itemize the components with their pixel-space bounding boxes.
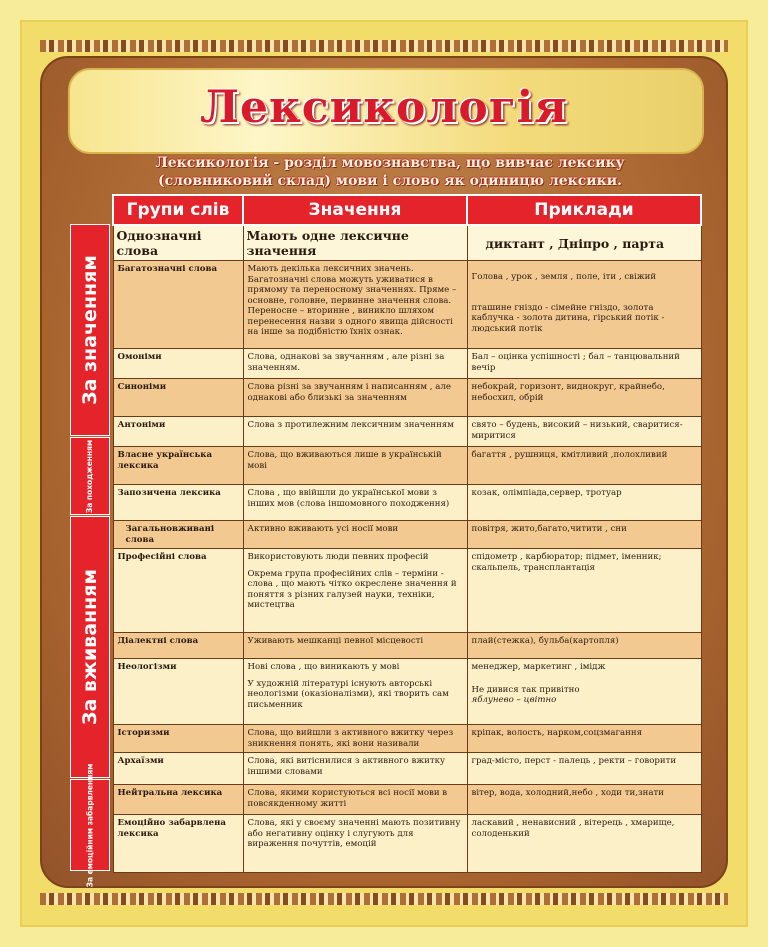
meaning-cell: Слова, однакові за звучанням , але різні за значенням. <box>243 349 467 379</box>
ornament-border-top <box>40 40 728 52</box>
lexicology-table <box>112 194 702 873</box>
table-row <box>113 485 701 521</box>
group-cell: Власне українська лексика <box>113 447 243 485</box>
examples-cell: плай(стежка), бульба(картопля) <box>467 633 701 659</box>
examples-cell: небокрай, горизонт, виднокруг, крайнебо, небосхил, обрій <box>467 379 701 417</box>
meaning-cell: Слова різні за звучанням і написанням , але однакові або близькі за значенням <box>243 379 467 417</box>
side-label-meaning: За значенням <box>70 224 110 436</box>
meaning-cell: Уживають мешканці певної місцевості <box>243 633 467 659</box>
header-examples: Приклади <box>467 195 701 225</box>
table-row <box>113 447 701 485</box>
table-row <box>113 725 701 753</box>
group-cell: Однозначні слова <box>113 225 243 261</box>
group-cell: Неологізми <box>113 659 243 725</box>
group-cell: Синоніми <box>113 379 243 417</box>
examples-cell: ласкавий , ненависний , вітерець , хмарище, солоденький <box>467 815 701 873</box>
table-row <box>113 633 701 659</box>
group-cell: Запозичена лексика <box>113 485 243 521</box>
examples-cell: кріпак, волость, нарком,соцзмагання <box>467 725 701 753</box>
ornament-border-bottom <box>40 893 728 905</box>
examples-cell: менеджер, маркетинг , імідж Не дивися так привітно яблунево – цвітно <box>467 659 701 725</box>
examples-cell: Голова , урок , земля , поле, іти , свіжий пташине гніздо - сімейне гніздо, золота каблучка - золота дитина, гірський потік - людський потік <box>467 261 701 349</box>
group-cell: Історизми <box>113 725 243 753</box>
meaning-cell: Нові слова , що виникають у мові У художній літературі існують авторські неологізми (оказіоналізми), які творить сам письменник <box>243 659 467 725</box>
side-label-origin: За походженням <box>70 437 110 515</box>
examples-cell: повітря, жито,багато,читити , сни <box>467 521 701 549</box>
side-label-emotional: За емоційним забарвленням <box>70 779 110 871</box>
group-cell: Багатозначні слова <box>113 261 243 349</box>
table-row <box>113 379 701 417</box>
table-row <box>113 417 701 447</box>
header-groups: Групи слів <box>113 195 243 225</box>
table-row <box>113 225 701 261</box>
examples-cell: спідометр , карбюратор; підмет, іменник; скальпель, трансплантація <box>467 549 701 633</box>
side-label-usage: За вживанням <box>70 516 110 778</box>
table-row <box>113 521 701 549</box>
table-row <box>113 261 701 349</box>
table-row <box>113 349 701 379</box>
meaning-cell: Слова, якими користуються всі носії мови в повсякденному житті <box>243 785 467 815</box>
table-row <box>113 549 701 633</box>
meaning-cell: Слова, які витіснилися з активного вжитку іншими словами <box>243 753 467 785</box>
table-row <box>113 815 701 873</box>
group-cell: Емоційно забарвлена лексика <box>113 815 243 873</box>
examples-cell: багаття , рушниця, кмітливий ,полохливий <box>467 447 701 485</box>
meaning-cell: Активно вживають усі носії мови <box>243 521 467 549</box>
examples-cell: диктант , Дніпро , парта <box>467 225 701 261</box>
table-row <box>113 753 701 785</box>
header-meaning: Значення <box>243 195 467 225</box>
group-cell: Омоніми <box>113 349 243 379</box>
examples-cell: вітер, вода, холодний,небо , ходи ти,знати <box>467 785 701 815</box>
group-cell: Нейтральна лексика <box>113 785 243 815</box>
meaning-cell: Слова з протилежним лексичним значенням <box>243 417 467 447</box>
group-cell: Антоніми <box>113 417 243 447</box>
meaning-cell: Слова, що вживаються лише в українській мові <box>243 447 467 485</box>
group-cell: Архаїзми <box>113 753 243 785</box>
examples-cell: свято – будень, високий – низький, сваритися- миритися <box>467 417 701 447</box>
meaning-cell: Використовують люди певних професій Окрема група професійних слів – терміни - слова , що мають чітко окреслене значення й поняття з різних галузей науки, техніки, мистецтва <box>243 549 467 633</box>
meaning-cell: Мають одне лексичне значення <box>243 225 467 261</box>
group-cell: Діалектні слова <box>113 633 243 659</box>
examples-cell: козак, олімпіада,сервер, тротуар <box>467 485 701 521</box>
meaning-cell: Слова, що вийшли з активного вжитку через зникнення понять, які вони називали <box>243 725 467 753</box>
definition-text: Лексикологія - розділ мовознавства, що вивчає лексику (словниковий склад) мови і слово як одиницю лексики. <box>155 155 625 189</box>
meaning-cell: Слова , що ввійшли до української мови з інших мов (слова іншомовного походження) <box>243 485 467 521</box>
group-cell: Професійні слова <box>113 549 243 633</box>
page-title: Лексикологія <box>200 82 568 133</box>
meaning-cell: Слова, які у своєму значенні мають позитивну або негативну оцінку і слугують для вираження почуттів, емоцій <box>243 815 467 873</box>
examples-cell: Бал – оцінка успішності ; бал – танцювальний вечір <box>467 349 701 379</box>
group-cell: Загальновживані слова <box>113 521 243 549</box>
meaning-cell: Мають декілька лексичних значень. Багатозначні слова можуть уживатися в прямому та переносному значеннях. Пряме – основне, головне, первинне значення слова. Переносне – вторинне , виникло шляхом перенесення назви з одного явища дійсності на інше за подібністю їхніх ознак. <box>243 261 467 349</box>
examples-cell: град-місто, перст - палець , ректи – говорити <box>467 753 701 785</box>
table-row <box>113 659 701 725</box>
table-row <box>113 785 701 815</box>
